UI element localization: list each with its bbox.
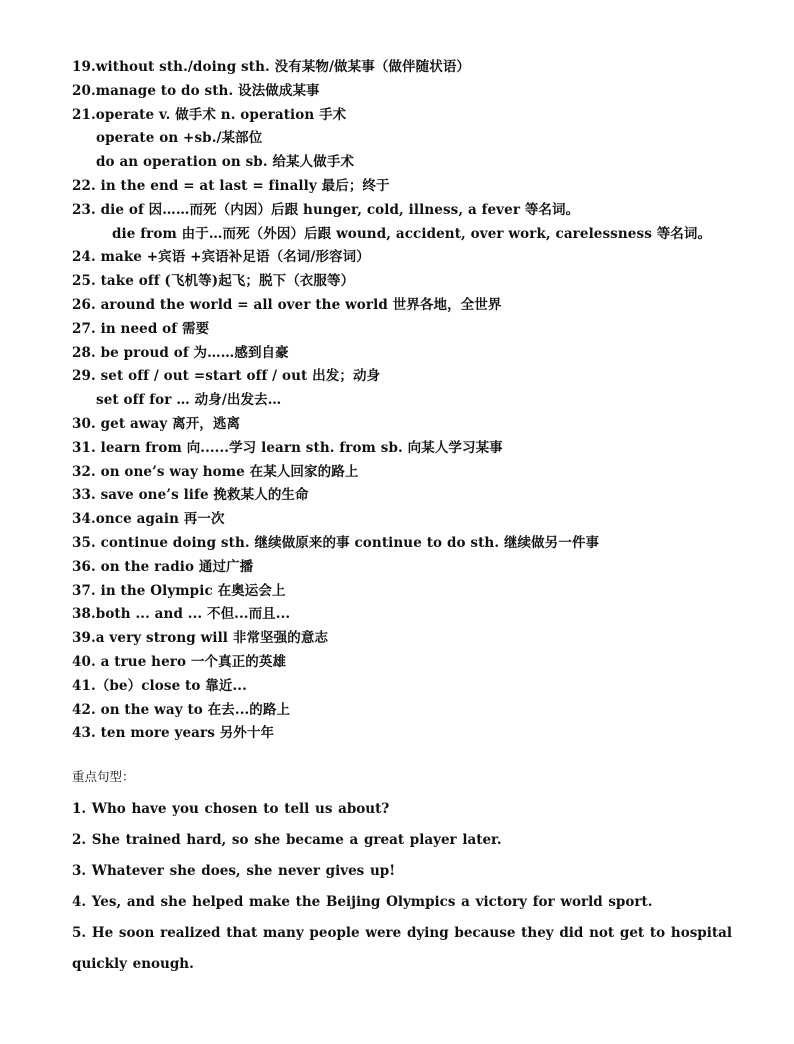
phrase-line: 40. a true hero 一个真正的英雄 bbox=[72, 653, 287, 670]
key-sentence: 4. Yes, and she helped make the Beijing Olympics a victory for world sport. bbox=[72, 894, 653, 911]
key-sentence: 1. Who have you chosen to tell us about? bbox=[72, 801, 390, 818]
phrase-line: 21.operate v. 做手术 n. operation 手术 bbox=[72, 106, 347, 123]
phrase-line: 42. on the way to 在去...的路上 bbox=[72, 701, 291, 718]
phrase-line: 43. ten more years 另外十年 bbox=[72, 725, 275, 742]
phrase-line: 39.a very strong will 非常坚强的意志 bbox=[72, 630, 329, 647]
phrase-line: 24. make +宾语 +宾语补足语（名词/形容词） bbox=[72, 249, 370, 266]
document-page bbox=[72, 56, 732, 980]
phrase-line: 41.（be）close to 靠近... bbox=[72, 677, 247, 694]
key-sentence: 5. He soon realized that many people were dying because they did not get to hospital quickly enough. bbox=[72, 925, 732, 973]
phrase-line: 32. on one’s way home 在某人回家的路上 bbox=[72, 463, 359, 480]
phrase-line: 38.both ... and ... 不但...而且... bbox=[72, 606, 291, 623]
phrase-line: 22. in the end = at last = finally 最后；终于 bbox=[72, 177, 390, 194]
phrase-line: 23. die of 因……而死（内因）后跟 hunger, cold, illness, a fever 等名词。 bbox=[72, 201, 580, 218]
phrase-line: 30. get away 离开，逃离 bbox=[72, 415, 241, 432]
phrase-line: set off for … 动身/出发去… bbox=[96, 392, 282, 409]
key-sentence: 2. She trained hard, so she became a great player later. bbox=[72, 832, 502, 849]
phrase-line: 37. in the Olympic 在奥运会上 bbox=[72, 582, 286, 599]
key-sentences-heading: 重点句型： bbox=[72, 769, 135, 785]
phrase-line: 20.manage to do sth. 设法做成某事 bbox=[72, 82, 320, 99]
phrase-list bbox=[72, 56, 732, 746]
phrase-line: 33. save one’s life 挽救某人的生命 bbox=[72, 487, 309, 504]
key-sentence-list bbox=[72, 794, 732, 980]
phrase-line: 29. set off / out =start off / out 出发；动身 bbox=[72, 368, 381, 385]
phrase-line: 25. take off (飞机等)起飞；脱下（衣服等） bbox=[72, 273, 355, 290]
phrase-line: do an operation on sb. 给某人做手术 bbox=[96, 154, 355, 171]
phrase-line: 36. on the radio 通过广播 bbox=[72, 558, 254, 575]
phrase-line: operate on +sb./某部位 bbox=[96, 130, 263, 147]
phrase-line: 31. learn from 向......学习 learn sth. from sb. 向某人学习某事 bbox=[72, 439, 503, 456]
phrase-line: 26. around the world = all over the world 世界各地，全世界 bbox=[72, 296, 502, 313]
phrase-line: 34.once again 再一次 bbox=[72, 511, 225, 528]
phrase-line: 19.without sth./doing sth. 没有某物/做某事（做伴随状语） bbox=[72, 59, 471, 75]
phrase-line: 35. continue doing sth. 继续做原来的事 continue to do sth. 继续做另一件事 bbox=[72, 534, 600, 551]
phrase-line: 28. be proud of 为……感到自豪 bbox=[72, 344, 289, 361]
phrase-line: die from 由于…而死（外因）后跟 wound, accident, over work, carelessness 等名词。 bbox=[112, 225, 712, 242]
key-sentence: 3. Whatever she does, she never gives up! bbox=[72, 863, 396, 880]
phrase-line: 27. in need of 需要 bbox=[72, 320, 210, 337]
